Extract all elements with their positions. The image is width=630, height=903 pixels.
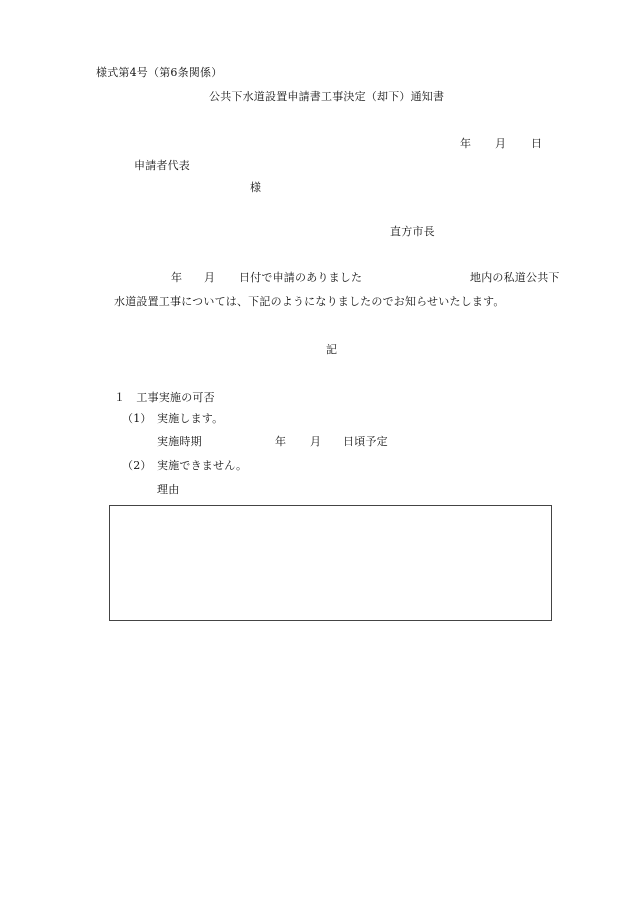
body-location-text: 地内の私道公共下: [470, 271, 560, 284]
option2-label: （2）: [122, 459, 152, 472]
date-day: 日: [531, 137, 543, 150]
document-title: 公共下水道設置申請書工事決定（却下）通知書: [209, 90, 445, 103]
body-year: 年: [171, 271, 183, 284]
recipient-label: 申請者代表: [134, 159, 190, 172]
date-year: 年: [460, 137, 472, 150]
body-month: 月: [204, 271, 216, 284]
ki-heading: 記: [326, 343, 338, 356]
form-number: 様式第4号（第6条関係）: [96, 66, 223, 79]
body-date-text: 日付で申請のありました: [239, 271, 363, 284]
issuer: 直方市長: [390, 225, 435, 238]
option2-text: 実施できません。: [157, 459, 248, 472]
section1-title: １ 工事実施の可否: [114, 391, 215, 404]
body-line-2: 水道設置工事については、下記のようになりましたのでお知らせいたします。: [114, 295, 505, 308]
honorific: 様: [250, 181, 262, 194]
date-month: 月: [495, 137, 507, 150]
period-label: 実施時期: [157, 435, 202, 448]
period-month: 月: [310, 435, 322, 448]
period-day: 日頃予定: [343, 435, 388, 448]
reason-box[interactable]: [109, 505, 552, 621]
option1-text: 実施します。: [157, 412, 224, 425]
period-year: 年: [275, 435, 287, 448]
reason-label: 理由: [157, 483, 180, 496]
option1-label: （1）: [122, 412, 152, 425]
